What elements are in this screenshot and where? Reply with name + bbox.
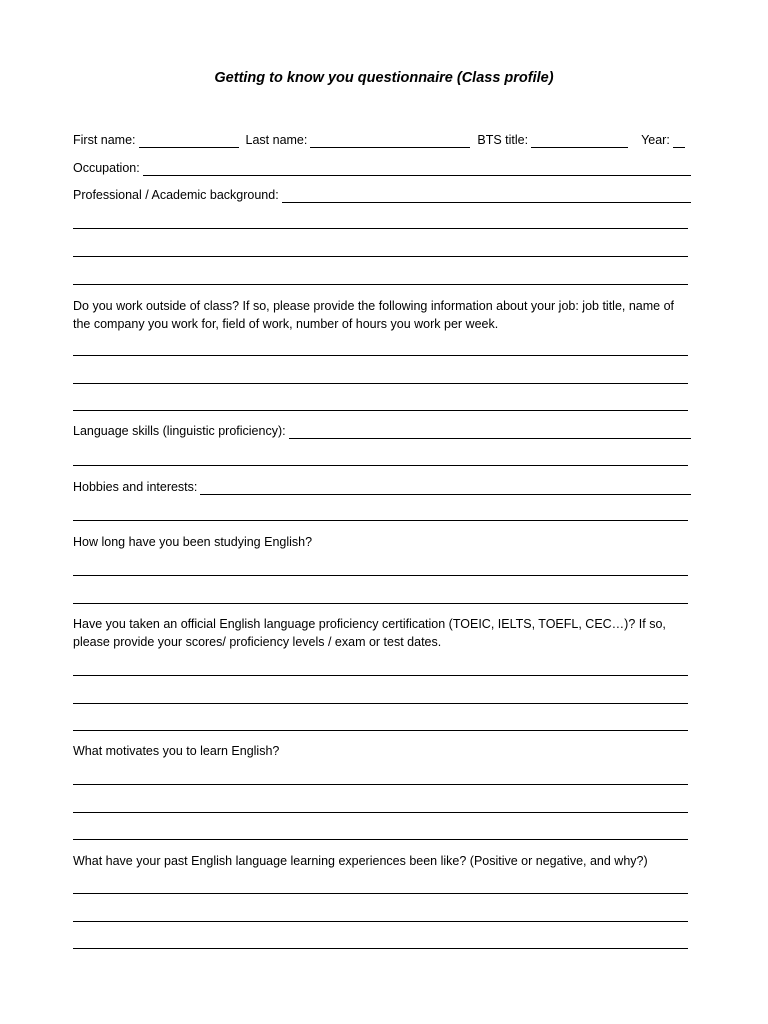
bts-title-label: BTS title: bbox=[477, 133, 529, 147]
language-skills-answer-line[interactable] bbox=[73, 465, 688, 466]
work-question: Do you work outside of class? If so, please provide the following information about your job: job title, name of the company you work for, field of work, number of hours you work per week. bbox=[73, 299, 675, 331]
work-answer-line[interactable] bbox=[73, 355, 688, 356]
bts-title-blank[interactable] bbox=[531, 134, 628, 148]
language-skills-label: Language skills (linguistic proficiency): bbox=[73, 424, 286, 438]
hobbies-label: Hobbies and interests: bbox=[73, 480, 198, 494]
background-answer-line[interactable] bbox=[73, 284, 688, 285]
last-name-label: Last name: bbox=[245, 133, 308, 147]
year-blank[interactable] bbox=[673, 134, 685, 148]
work-answer-line[interactable] bbox=[73, 383, 688, 384]
background-label: Professional / Academic background: bbox=[73, 188, 279, 202]
past-experiences-question: What have your past English language learning experiences been like? (Positive or negative, and why?) bbox=[73, 854, 648, 868]
certification-question: Have you taken an official English language proficiency certification (TOEIC, IELTS, TOEFL, CEC…)? If so, please provide your scores/ proficiency levels / exam or test dates. bbox=[73, 617, 666, 649]
background-answer-line[interactable] bbox=[73, 256, 688, 257]
background-row bbox=[73, 187, 691, 203]
motivation-answer-line[interactable] bbox=[73, 812, 688, 813]
motivation-question: What motivates you to learn English? bbox=[73, 744, 280, 758]
occupation-row bbox=[73, 160, 691, 176]
past-experiences-answer-line[interactable] bbox=[73, 948, 688, 949]
work-answer-line[interactable] bbox=[73, 410, 688, 411]
first-name-label: First name: bbox=[73, 133, 136, 147]
language-skills-blank[interactable] bbox=[289, 425, 691, 439]
hobbies-answer-line[interactable] bbox=[73, 520, 688, 521]
year-label: Year: bbox=[641, 133, 670, 147]
studying-answer-line[interactable] bbox=[73, 575, 688, 576]
language-skills-row bbox=[73, 423, 691, 439]
certification-answer-line[interactable] bbox=[73, 675, 688, 676]
certification-answer-line[interactable] bbox=[73, 730, 688, 731]
identity-row bbox=[73, 132, 691, 148]
studying-answer-line[interactable] bbox=[73, 603, 688, 604]
background-answer-line[interactable] bbox=[73, 228, 688, 229]
first-name-blank[interactable] bbox=[139, 134, 239, 148]
motivation-answer-line[interactable] bbox=[73, 784, 688, 785]
past-experiences-answer-line[interactable] bbox=[73, 921, 688, 922]
occupation-blank[interactable] bbox=[143, 162, 691, 176]
motivation-answer-line[interactable] bbox=[73, 839, 688, 840]
hobbies-row bbox=[73, 479, 691, 495]
hobbies-blank[interactable] bbox=[200, 481, 691, 495]
past-experiences-answer-line[interactable] bbox=[73, 893, 688, 894]
page-title: Getting to know you questionnaire (Class profile) bbox=[214, 70, 554, 86]
certification-answer-line[interactable] bbox=[73, 703, 688, 704]
background-blank[interactable] bbox=[282, 189, 691, 203]
studying-question: How long have you been studying English? bbox=[73, 535, 313, 549]
last-name-blank[interactable] bbox=[310, 134, 470, 148]
occupation-label: Occupation: bbox=[73, 161, 140, 175]
